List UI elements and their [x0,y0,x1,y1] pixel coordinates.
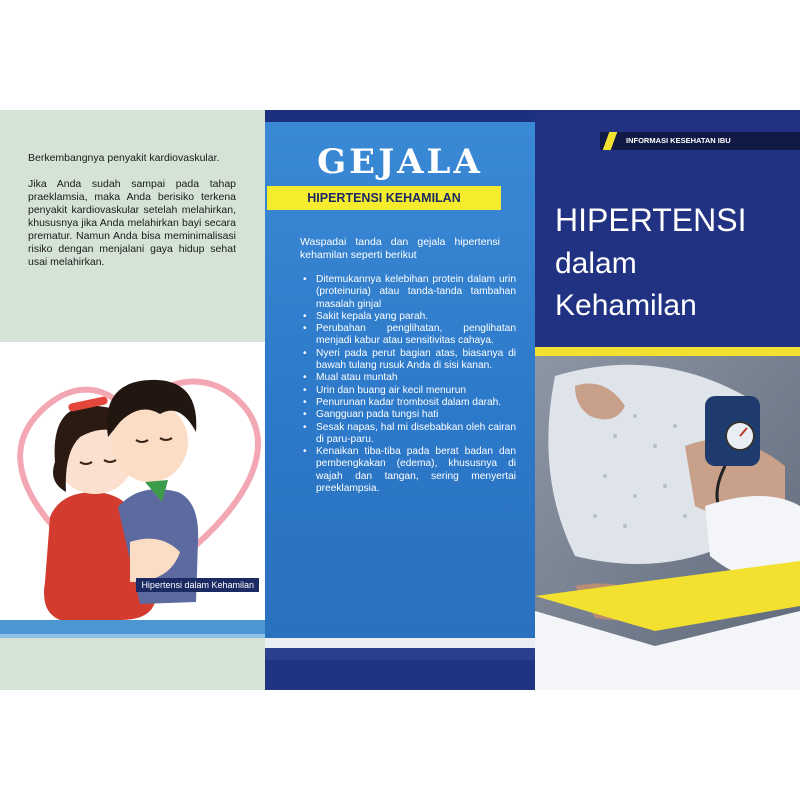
panel-middle-bottom-band-light [265,638,535,648]
panel-left [0,110,265,690]
list-item: • Sakit kepala yang parah. [316,311,516,323]
panel-right [535,110,800,690]
list-item: • Mual atau muntah [316,372,516,384]
cover-title-line1: HIPERTENSI [555,202,747,238]
couple-illustration [0,342,265,620]
list-item: • Urin dan buang air kecil menurun [316,385,516,397]
paragraph-2: Jika Anda sudah sampai pada tahap praeklamsia, maka Anda berisiko terkena penyakit kardiovaskular setelah melahirkan, khususnya jika Anda melahirkan bayi secara prematur. Namun Anda bisa meminimalisasi risiko dengan menjalani gaya hidup sehat usai melahirkan. [28,178,236,268]
panel-middle-top-band [265,110,535,122]
cover-title-line3: Kehamilan [555,289,697,322]
list-item: • Gangguan pada tungsi hati [316,409,516,421]
list-item: • Perubahan penglihatan, penglihatan menjadi kabur atau sensitivitas cahaya. [316,323,516,348]
panel-left-light-band [0,634,265,638]
list-item: • Sesak napas, hal mi disebabkan oleh cairan di paru-paru. [316,422,516,447]
panel-middle-bottom-band-dark [265,660,535,690]
panel-middle [265,110,535,690]
list-item: • Nyeri pada perut bagian atas, biasanya di bawah tulang rusuk Anda di sisi kanan. [316,348,516,373]
blood-pressure-photo [535,356,800,690]
cover-title-line2: dalam [555,247,637,280]
panel-left-text [28,152,236,282]
symptoms-intro: Waspadai tanda dan gejala hipertensi kehamilan seperti berikut [300,236,500,261]
list-item: • Ditemukannya kelebihan protein dalam urin (proteinuria) atau tanda-tanda tambahan masalah ginjal [316,274,516,311]
panel-middle-bottom-band [265,648,535,660]
info-tag: INFORMASI KESEHATAN IBU [600,132,800,150]
illustration-caption: Hipertensi dalam Kehamilan [136,578,259,592]
list-item: • Penurunan kadar trombosit dalam darah. [316,397,516,409]
brochure [0,110,800,690]
paragraph-1: Berkembangnya penyakit kardiovaskular. [28,152,220,164]
yellow-strip [535,347,800,356]
symptoms-heading: GEJALA [317,142,483,182]
symptoms-list [300,274,516,495]
list-item: • Kenaikan tiba-tiba pada berat badan dan pembengkakan (edema), khususnya di wajah dan tangan, sering menyertai preeklampsia. [316,446,516,495]
symptoms-subheading: HIPERTENSI KEHAMILAN [267,186,501,210]
panel-left-blue-band [0,620,265,634]
